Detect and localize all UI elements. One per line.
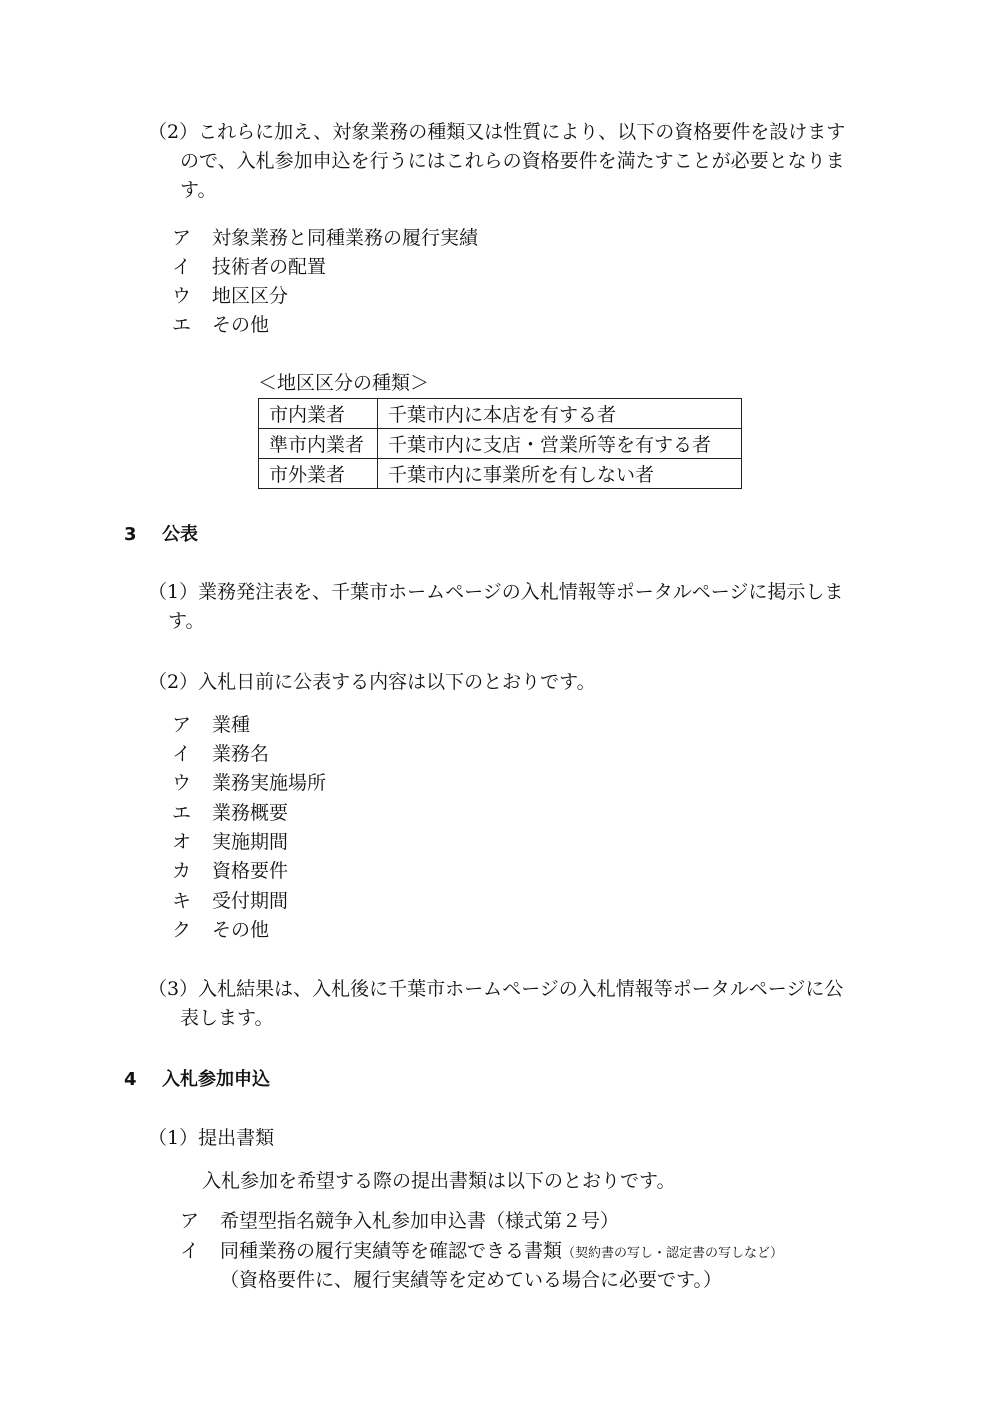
table-caption: ＜地区区分の種類＞ — [258, 372, 430, 394]
paragraph-line: ので、入札参加申込を行うにはこれらの資格要件を満たすことが必要となりま — [180, 150, 845, 172]
paragraph-line: す。 — [168, 610, 205, 632]
item-marker: イ — [172, 256, 192, 278]
qualification-item — [172, 281, 288, 311]
publication-paragraph-3 — [148, 975, 843, 1033]
paragraph-line: （2）これらに加え、対象業務の種類又は性質により、以下の資格要件を設けます — [148, 121, 846, 143]
published-item — [172, 915, 269, 945]
table-cell-desc: 千葉市内に本店を有する者 — [378, 399, 742, 429]
item-text: 業務概要 — [212, 802, 289, 824]
item-marker: ウ — [172, 772, 192, 794]
published-item — [172, 768, 326, 798]
section-title: 公表 — [162, 524, 198, 545]
paragraph-line: す。 — [180, 179, 217, 201]
paragraph-line: （1）業務発注表を、千葉市ホームページの入札情報等ポータルページに掲示しま — [148, 581, 844, 603]
item-text: 資格要件 — [212, 860, 289, 882]
published-item — [172, 856, 288, 886]
publication-paragraph-2: （2）入札日前に公表する内容は以下のとおりです。 — [148, 671, 596, 693]
table-cell-desc: 千葉市内に支店・営業所等を有する者 — [378, 429, 742, 459]
item-note: （契約書の写し・認定書の写しなど） — [562, 1246, 784, 1261]
item-text: その他 — [212, 314, 270, 336]
submission-remark: （資格要件に、履行実績等を定めている場合に必要です。） — [220, 1269, 722, 1291]
item-marker: イ — [180, 1240, 200, 1262]
item-marker: ア — [180, 1210, 200, 1232]
section-title: 入札参加申込 — [162, 1069, 270, 1090]
item-marker: エ — [172, 802, 192, 824]
qualification-item — [172, 310, 269, 340]
section-heading — [124, 1065, 270, 1095]
table-row — [259, 399, 742, 429]
table-cell-type: 市内業者 — [259, 399, 378, 429]
item-text: 同種業務の履行実績等を確認できる書類 — [220, 1240, 563, 1262]
item-text: 技術者の配置 — [212, 256, 327, 278]
item-marker: カ — [172, 860, 192, 882]
publication-paragraph-1 — [148, 578, 843, 636]
item-marker: エ — [172, 314, 192, 336]
table-row — [259, 459, 742, 489]
table-cell-desc: 千葉市内に事業所を有しない者 — [378, 459, 742, 489]
table-cell-type: 準市内業者 — [259, 429, 378, 459]
district-table — [258, 398, 742, 489]
section-number: 3 — [124, 524, 137, 545]
item-text: 業務名 — [212, 743, 270, 765]
item-text: その他 — [212, 919, 270, 941]
item-text: 受付期間 — [212, 890, 289, 912]
published-item — [172, 798, 288, 828]
submission-document-item — [180, 1206, 619, 1236]
item-text: 対象業務と同種業務の履行実績 — [212, 227, 479, 249]
item-text: 実施期間 — [212, 831, 289, 853]
published-item — [172, 739, 269, 769]
published-item — [172, 827, 288, 857]
paragraph-line: （3）入札結果は、入札後に千葉市ホームページの入札情報等ポータルページに公 — [148, 978, 844, 1000]
section-heading — [124, 520, 198, 550]
paragraph-line: 表します。 — [180, 1007, 274, 1029]
item-marker: イ — [172, 743, 192, 765]
qualification-item — [172, 252, 326, 282]
table-cell-type: 市外業者 — [259, 459, 378, 489]
item-marker: オ — [172, 831, 192, 853]
submission-documents-subheading: （1）提出書類 — [148, 1127, 275, 1149]
submission-intro: 入札参加を希望する際の提出書類は以下のとおりです。 — [202, 1170, 676, 1192]
item-text: 業種 — [212, 714, 251, 736]
item-marker: ア — [172, 714, 192, 736]
item-text: 業務実施場所 — [212, 772, 327, 794]
item-marker: キ — [172, 890, 192, 912]
item-text: 地区区分 — [212, 285, 289, 307]
qualification-intro-paragraph — [148, 118, 845, 205]
item-marker: ア — [172, 227, 192, 249]
item-text: 希望型指名競争入札参加申込書（様式第２号） — [220, 1210, 620, 1232]
qualification-item — [172, 223, 478, 253]
item-marker: ウ — [172, 285, 192, 307]
table-row — [259, 429, 742, 459]
published-item — [172, 886, 288, 916]
section-number: 4 — [124, 1069, 137, 1090]
item-marker: ク — [172, 919, 192, 941]
published-item — [172, 710, 250, 740]
